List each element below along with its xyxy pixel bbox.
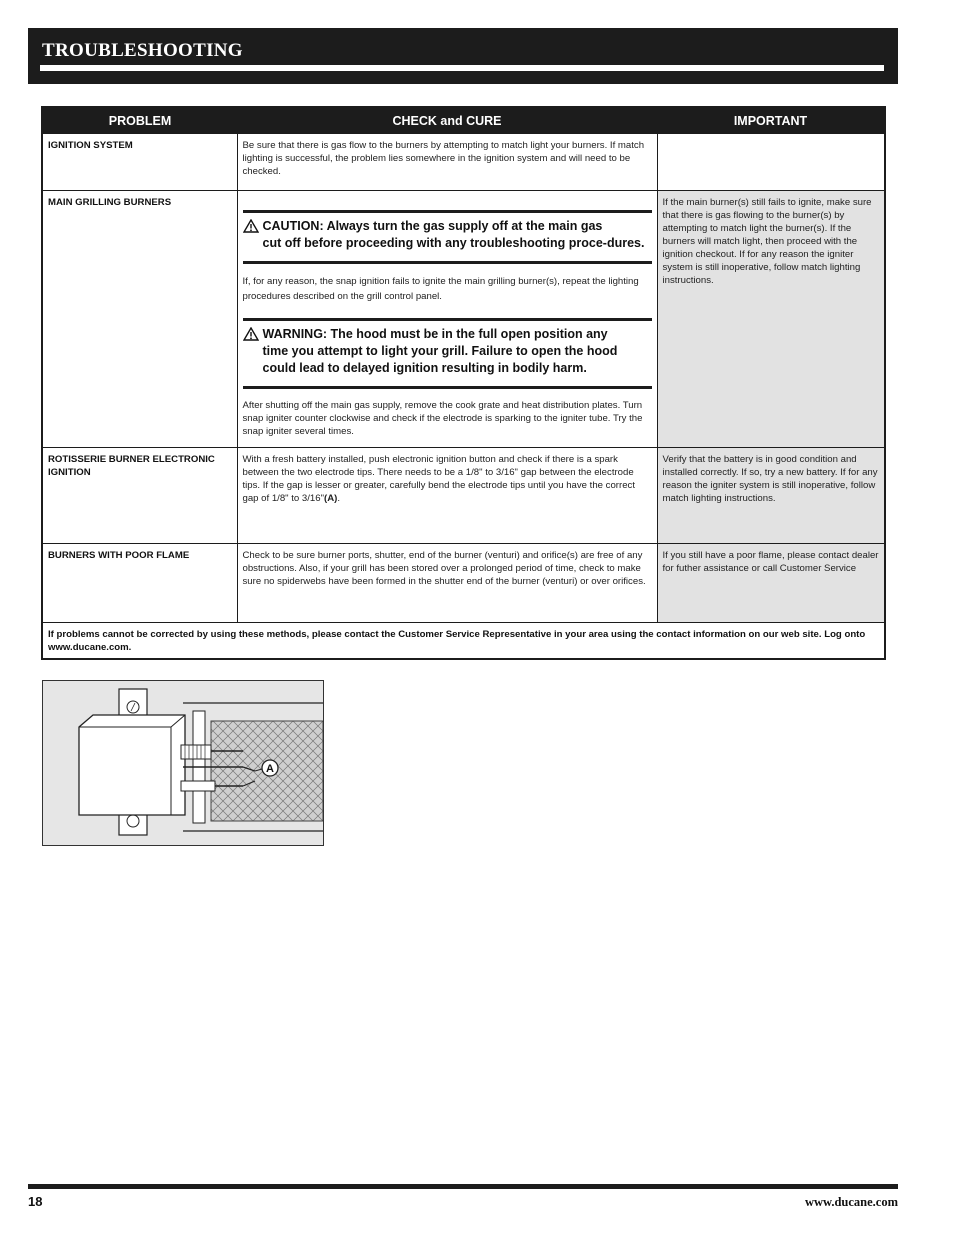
header-problem: PROBLEM bbox=[42, 107, 237, 134]
table-footer-row bbox=[42, 623, 885, 660]
important-cell: Verify that the battery is in good condition and installed correctly. If so, try a new battery. If for any reason the igniter system is still inoperative, follow match lighting instructions. bbox=[657, 448, 885, 544]
cure-paragraph: If, for any reason, the snap ignition fails to ignite the main grilling burner(s), repeat the lighting procedures described on the grill control panel. bbox=[242, 276, 639, 302]
cure-cell: Check to be sure burner ports, shutter, end of the burner (venturi) and orifice(s) are free of any obstructions. Also, if your grill has been stored over a prolonged period of time, check to make sure no spiderwebs have been formed in the shutter end of the burner (venturi) or over orifices. bbox=[237, 544, 657, 623]
website-url: www.ducane.com bbox=[804, 1195, 898, 1209]
header-rule bbox=[40, 65, 884, 71]
page-number: 18 bbox=[28, 1194, 43, 1209]
problem-cell: MAIN GRILLING BURNERS bbox=[42, 191, 237, 448]
important-cell: If you still have a poor flame, please contact dealer for futher assistance or call Customer Service bbox=[657, 544, 885, 623]
cure-text-end: . bbox=[337, 493, 340, 504]
warning-triangle-icon bbox=[243, 327, 259, 341]
problem-cell: ROTISSERIE BURNER ELECTRONIC IGNITION bbox=[42, 448, 237, 544]
warning-text-line1: WARNING: The hood must be in the full open position any bbox=[262, 327, 608, 341]
problem-cell: BURNERS WITH POOR FLAME bbox=[42, 544, 237, 623]
cure-paragraph: After shutting off the main gas supply, remove the cook grate and heat distribution plates. Turn snap igniter counter clockwise and check if the electrode is sparking to the igniter tube. Try the snap igniter several times. bbox=[242, 400, 643, 437]
figure-reference: (A) bbox=[324, 493, 338, 504]
header-check-and-cure: CHECK and CURE bbox=[237, 107, 657, 134]
header-important: IMPORTANT bbox=[657, 107, 885, 134]
important-cell: If the main burner(s) still fails to ignite, make sure that there is gas flowing to the burner(s) by attempting to match light the burner(s). If the burners will match light, then proceed with the ignition checkout. If for any reason the igniter system is still inoperative, follow match lighting instructions. bbox=[657, 191, 885, 448]
footer-rule bbox=[28, 1184, 898, 1189]
table-row bbox=[42, 448, 885, 544]
support-note: If problems cannot be corrected by using these methods, please contact the Customer Service Representative in your area using the contact information on our web site. Log onto www.ducane.com. bbox=[42, 623, 885, 660]
cure-cell: Be sure that there is gas flow to the burners by attempting to match light your burners. If match lighting is successful, the problem lies somewhere in the ignition system and will need to be checked. bbox=[237, 134, 657, 191]
table-row bbox=[42, 544, 885, 623]
caution-text-line1: CAUTION: Always turn the gas supply off at the main gas bbox=[262, 219, 603, 233]
callout-label-a: A bbox=[266, 763, 274, 775]
warning-text-line2: time you attempt to light your grill. Failure to open the hood could lead to delayed ignition resulting in bodily harm. bbox=[262, 344, 618, 375]
table-row bbox=[42, 134, 885, 191]
table-header-row bbox=[42, 107, 885, 134]
troubleshooting-table bbox=[41, 106, 886, 660]
warning-triangle-icon bbox=[243, 219, 259, 233]
cure-text: With a fresh battery installed, push electronic ignition button and check if there is a spark between the two electrode tips. There needs to be a 1/8" to 3/16" gap between the electrode tips. If the gap is lesser or greater, carefully bend the electrode tips until you have the correct gap of 1/8" to 3/16" bbox=[242, 454, 635, 504]
cure-cell bbox=[237, 448, 657, 544]
cure-cell bbox=[237, 191, 657, 448]
section-header bbox=[28, 28, 898, 84]
table-row bbox=[42, 191, 885, 448]
igniter-diagram bbox=[42, 680, 324, 846]
caution-callout bbox=[243, 210, 652, 264]
important-cell bbox=[657, 134, 885, 191]
warning-callout bbox=[243, 318, 652, 389]
section-title: TROUBLESHOOTING bbox=[42, 40, 243, 61]
igniter-illustration bbox=[43, 681, 323, 845]
problem-cell: IGNITION SYSTEM bbox=[42, 134, 237, 191]
caution-text-line2: cut off before proceeding with any troubleshooting proce-dures. bbox=[262, 236, 645, 250]
